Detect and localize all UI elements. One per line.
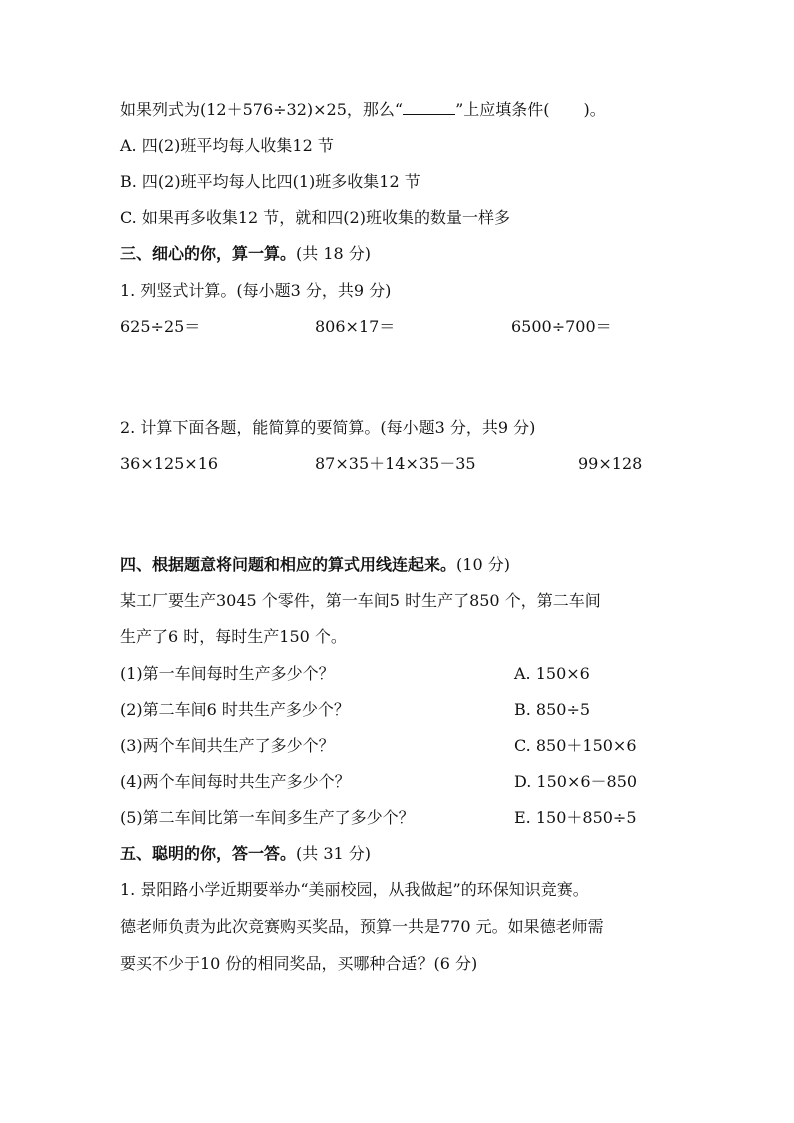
option-c: C. 如果再多收集12 节，就和四(2)班收集的数量一样多 <box>120 208 510 227</box>
question-intro-after: ”上应填条件( <box>455 100 550 119</box>
section-4-title: 四、根据题意将问题和相应的算式用线连起来。 <box>120 555 457 574</box>
s4-question-3[interactable]: (3)两个车间共生产了多少个？ <box>120 736 335 755</box>
section-3-heading <box>120 243 371 265</box>
s4-text-line-2: 生产了6 时，每时生产150 个。 <box>120 627 347 646</box>
option-b: B. 四(2)班平均每人比四(1)班多收集12 节 <box>120 172 421 191</box>
section-3-score: (共 18 分) <box>296 244 372 263</box>
section-3-title: 三、细心的你，算一算。 <box>120 244 297 263</box>
s3-q2-item-3: 99×128 <box>578 454 643 473</box>
s3-q2-item-2: 87×35＋14×35－35 <box>315 454 476 473</box>
s3-q1-item-2: 806×17＝ <box>315 317 396 336</box>
s4-answer-c[interactable]: C. 850＋150×6 <box>514 736 637 755</box>
section-5-title: 五、聪明的你，答一答。 <box>120 844 297 863</box>
s3-q2-title: 2. 计算下面各题，能简算的要简算。(每小题3 分，共9 分) <box>120 418 536 437</box>
s4-answer-b[interactable]: B. 850÷5 <box>514 700 591 719</box>
s5-q1-line-1: 1. 景阳路小学近期要举办“美丽校园，从我做起”的环保知识竞赛。 <box>120 880 589 899</box>
s4-answer-a[interactable]: A. 150×6 <box>514 664 590 683</box>
section-4-score: (10 分) <box>456 555 510 574</box>
question-intro-line <box>120 99 606 121</box>
s4-answer-e[interactable]: E. 150＋850÷5 <box>514 808 637 827</box>
s3-q2-item-1: 36×125×16 <box>120 454 219 473</box>
s4-answer-d[interactable]: D. 150×6－850 <box>514 772 638 791</box>
s3-q1-item-3: 6500÷700＝ <box>511 317 612 336</box>
option-a: A. 四(2)班平均每人收集12 节 <box>120 136 334 155</box>
question-intro-before: 如果列式为(12＋576÷32)×25，那么“ <box>120 100 404 119</box>
s4-question-5[interactable]: (5)第二车间比第一车间多生产了多少个？ <box>120 808 415 827</box>
s4-question-4[interactable]: (4)两个车间每时共生产多少个？ <box>120 772 351 791</box>
s4-question-1[interactable]: (1)第一车间每时生产多少个？ <box>120 664 335 683</box>
fill-blank[interactable] <box>403 100 455 115</box>
section-4-heading <box>120 554 510 576</box>
s5-q1-line-2: 德老师负责为此次竞赛购买奖品，预算一共是770 元。如果德老师需 <box>120 917 604 936</box>
s3-q1-item-1: 625÷25＝ <box>120 317 201 336</box>
s5-q1-line-3: 要买不少于10 份的相同奖品，买哪种合适？(6 分) <box>120 954 478 973</box>
section-5-heading <box>120 843 371 865</box>
s4-question-2[interactable]: (2)第二车间6 时共生产多少个？ <box>120 700 350 719</box>
question-intro-close: )。 <box>583 100 606 119</box>
s3-q1-title: 1. 列竖式计算。(每小题3 分，共9 分) <box>120 281 392 300</box>
s4-text-line-1: 某工厂要生产3045 个零件，第一车间5 时生产了850 个，第二车间 <box>120 591 601 610</box>
section-5-score: (共 31 分) <box>296 844 372 863</box>
